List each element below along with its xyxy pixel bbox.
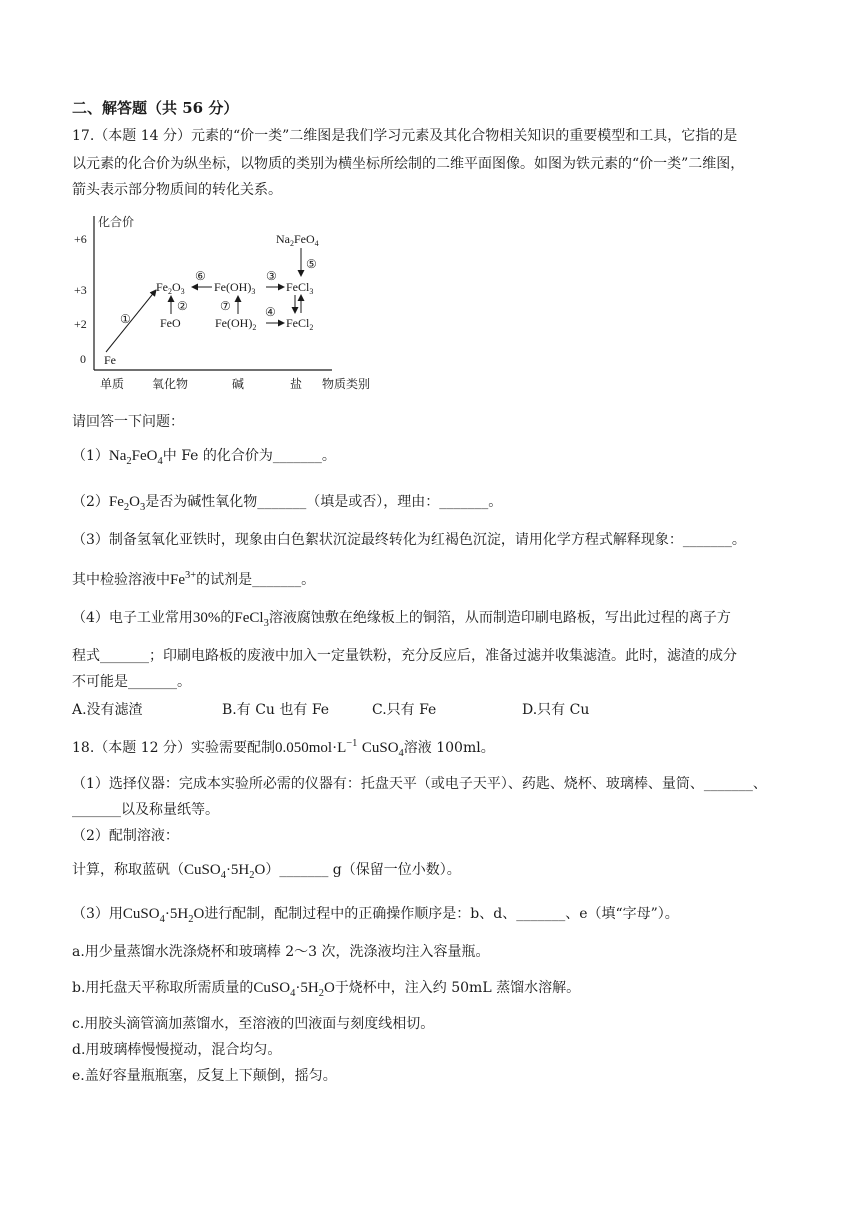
species-na2feo4: $Na_2FeO_4$ bbox=[276, 232, 319, 248]
option-b: B.有 Cu 也有 Fe bbox=[222, 702, 330, 718]
species-fecl2: FeCl$_2$ bbox=[286, 316, 314, 332]
option-a: A.没有滤渣 bbox=[72, 702, 143, 718]
species-fecl3: FeCl$_3$ bbox=[286, 280, 314, 296]
q18-step-d: d.用玻璃棒慢慢搅动，混合均匀。 bbox=[72, 1042, 282, 1058]
y-tick-plus3: +3 bbox=[74, 283, 87, 297]
x-label-oxide: 氧化物 bbox=[152, 377, 189, 391]
chem-fecl3: FeCl$_3$ bbox=[234, 610, 269, 629]
species-fe2o3: $Fe_2O_3$ bbox=[156, 280, 185, 296]
q18-step-b: b.用托盘天平称取所需质量的$CuSO_4\cdot 5H_2O$于烧杯中，注入约 50mL 蒸馏水溶解。 bbox=[72, 980, 581, 999]
arrow-1-label: ① bbox=[120, 312, 131, 326]
option-d: D.只有 Cu bbox=[522, 702, 590, 718]
q18-part-3: （3）用$CuSO_4\cdot 5H_2O$进行配制，配制过程中的正确操作顺序是：b、d、_______、e（填“字母”）。 bbox=[72, 906, 679, 925]
species-feo: FeO bbox=[160, 316, 181, 330]
q18-part-1-line-2: _______以及称量纸等。 bbox=[72, 802, 219, 818]
species-fe-oh-3: $Fe(OH)_3$ bbox=[214, 280, 256, 296]
y-tick-plus2: +2 bbox=[74, 317, 87, 331]
q17-part-2: $(2)Fe_2O_3$是否为碱性氧化物_______（填是或否），理由：_______。 bbox=[72, 494, 503, 513]
chem-na2feo4: $Na_2FeO_4$ bbox=[108, 448, 163, 467]
q18-step-a: a.用少量蒸馏水洗涤烧杯和玻璃棒 2～3 次，洗涤液均注入容量瓶。 bbox=[72, 944, 490, 960]
q18-step-e: e.盖好容量瓶瓶塞，反复上下颠倒，摇匀。 bbox=[72, 1068, 337, 1084]
arrow-7-label: ⑦ bbox=[220, 299, 231, 313]
x-axis-title: 物质类别 bbox=[322, 377, 371, 391]
arrow-3-label: ③ bbox=[266, 269, 277, 283]
q17-part-4-line-1: （4）电子工业常用30%的FeCl$_3$溶液腐蚀敷在绝缘板上的铜箔，从而制造印刷电路板，写出此过程的离子方 bbox=[72, 610, 731, 629]
q18-part-2-line: 计算，称取蓝矾$(CuSO_4\cdot 5H_2O)\_\_\_\_\_\_\_$ g（保留一位小数）。 bbox=[72, 862, 461, 881]
q18-part-2-title: （2）配制溶液： bbox=[72, 828, 179, 844]
x-label-element: 单质 bbox=[100, 377, 125, 391]
arrow-1 bbox=[106, 290, 156, 352]
q17-prompt: 请回答一下问题： bbox=[72, 414, 184, 430]
q18-step-c: c.用胶头滴管滴加蒸馏水，至溶液的凹液面与刻度线相切。 bbox=[72, 1016, 435, 1032]
arrow-4-label: ④ bbox=[265, 305, 276, 319]
q18-part-1-line-1: （1）选择仪器：完成本实验所必需的仪器有：托盘天平（或电子天平）、药匙、烧杯、玻璃棒、量筒、_______、 bbox=[72, 776, 767, 792]
chem-fe2o3: $Fe_2O_3$ bbox=[108, 494, 146, 513]
option-c: C.只有 Fe bbox=[372, 702, 437, 718]
arrow-6-label: ⑥ bbox=[195, 269, 206, 283]
chem-cuso4-5h2o: $CuSO_4\cdot 5H_2O$ bbox=[253, 980, 335, 999]
chem-cuso4: CuSO$_4$ bbox=[361, 740, 404, 759]
y-tick-0: 0 bbox=[80, 352, 86, 366]
q17-part-4-line-3: 不可能是_______。 bbox=[72, 674, 191, 690]
y-tick-plus6: +6 bbox=[74, 232, 87, 246]
section-title: 二、解答题（共 56 分） bbox=[72, 99, 239, 117]
q18-intro: 18.（本题 12 分）实验需要配制$0.050mol\cdot L^{-1}$ CuSO$_4$溶液 100ml。 bbox=[72, 738, 495, 759]
x-label-base: 碱 bbox=[232, 377, 245, 391]
q17-intro-line-2: 以元素的化合价为纵坐标，以物质的类别为横坐标所绘制的二维平面图像。如图为铁元素的“价一类”二维图， bbox=[72, 156, 745, 172]
q17-part-1: $(1)Na_2FeO_4$中 Fe 的化合价为_______。 bbox=[72, 448, 336, 467]
x-label-salt: 盐 bbox=[290, 377, 303, 391]
chem-fe3-ion: $Fe^{3+}$ bbox=[170, 570, 197, 588]
q17-part-3-line-2: 其中检验溶液中$Fe^{3+}$的试剂是_______。 bbox=[72, 570, 316, 588]
arrow-2-label: ② bbox=[177, 299, 188, 313]
q17-part-4-line-2: 程式_______；印刷电路板的废液中加入一定量铁粉，充分反应后，准备过滤并收集滤渣。此时，滤渣的成分 bbox=[72, 648, 737, 664]
iron-valence-class-diagram bbox=[70, 210, 400, 395]
arrow-5-label: ⑤ bbox=[306, 257, 317, 271]
species-fe-oh-2: $Fe(OH)_2$ bbox=[215, 316, 257, 332]
q17-part-3-line-1: （3）制备氢氧化亚铁时，现象由白色絮状沉淀最终转化为红褐色沉淀，请用化学方程式解释现象：_______。 bbox=[72, 532, 746, 548]
chem-cuso4-5h2o: $CuSO_4\cdot 5H_2O$ bbox=[122, 906, 205, 925]
chem-cuso4-5h2o: $CuSO_4\cdot 5H_2O$ bbox=[184, 862, 266, 881]
q17-intro-line-1: 17.（本题 14 分）元素的“价一类”二维图是我们学习元素及其化合物相关知识的重要模型和工具，它指的是 bbox=[72, 128, 738, 144]
y-axis-title: 化合价 bbox=[98, 215, 135, 229]
species-fe: Fe bbox=[104, 353, 116, 367]
q17-intro-line-3: 箭头表示部分物质间的转化关系。 bbox=[72, 182, 282, 198]
